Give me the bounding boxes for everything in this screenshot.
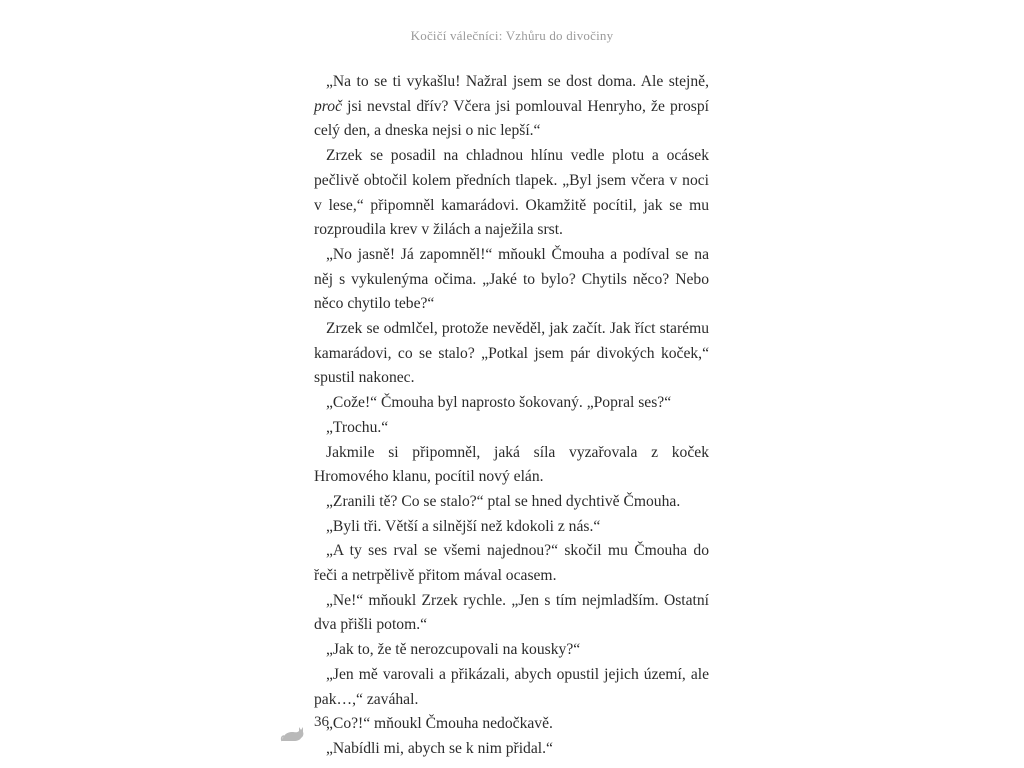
paragraph: „Byli tři. Větší a silnější než kdokoli z nás.“ [326, 517, 601, 535]
paragraph: „Na to se ti vykašlu! Nažral jsem se dost doma. Ale stejně, proč jsi nevstal dřív? Včera jsi pomlouval Henryho, že prospí celý den, a dneska nejsi o nic lepší.“ [314, 73, 709, 140]
paragraph: „Ne!“ mňoukl Zrzek rychle. „Jen s tím nejmladším. Ostatní dva přišli potom.“ [314, 591, 709, 634]
paragraph: „Cože!“ Čmouha byl naprosto šokovaný. „Popral ses?“ [326, 394, 672, 412]
page-number: 36 [314, 714, 329, 730]
paragraph: „Co?!“ mňoukl Čmouha nedočkavě. [326, 715, 553, 733]
paragraph: „Jen mě varovali a přikázali, abych opustil jejich území, ale pak…,“ zaváhal. [314, 665, 709, 708]
body-text [314, 70, 709, 762]
paragraph: „No jasně! Já zapomněl!“ mňoukl Čmouha a podíval se na něj s vykulenýma očima. „Jaké to bylo? Chytils něco? Nebo něco chytilo tebe?“ [314, 245, 709, 313]
paragraph: „A ty ses rval se všemi najednou?“ skočil mu Čmouha do řeči a netrpělivě přitom mával ocasem. [314, 542, 709, 585]
paragraph: Zrzek se odmlčel, protože nevěděl, jak začít. Jak říct starému kamarádovi, co se stalo? „Potkal jsem pár divokých koček,“ spustil nakonec. [314, 320, 709, 387]
paragraph: „Zranili tě? Co se stalo?“ ptal se hned dychtivě Čmouha. [326, 492, 681, 510]
cat-silhouette-icon [280, 725, 306, 743]
paragraph: „Jak to, že tě nerozcupovali na kousky?“ [326, 641, 581, 659]
paragraph: „Nabídli mi, abych se k nim přidal.“ [326, 739, 553, 757]
running-header: Kočičí válečníci: Vzhůru do divočiny [410, 28, 614, 43]
paragraph: Jakmile si připomněl, jaká síla vyzařovala z koček Hromového klanu, pocítil nový elán. [314, 443, 709, 486]
paragraph: Zrzek se posadil na chladnou hlínu vedle plotu a ocásek pečlivě obtočil kolem předních tlapek. „Byl jsem včera v noci v lese,“ připomněl kamarádovi. Okamžitě pocítil, jak se mu rozproudila krev v žilách a naježila srst. [314, 147, 709, 239]
paragraph: „Trochu.“ [326, 418, 389, 436]
